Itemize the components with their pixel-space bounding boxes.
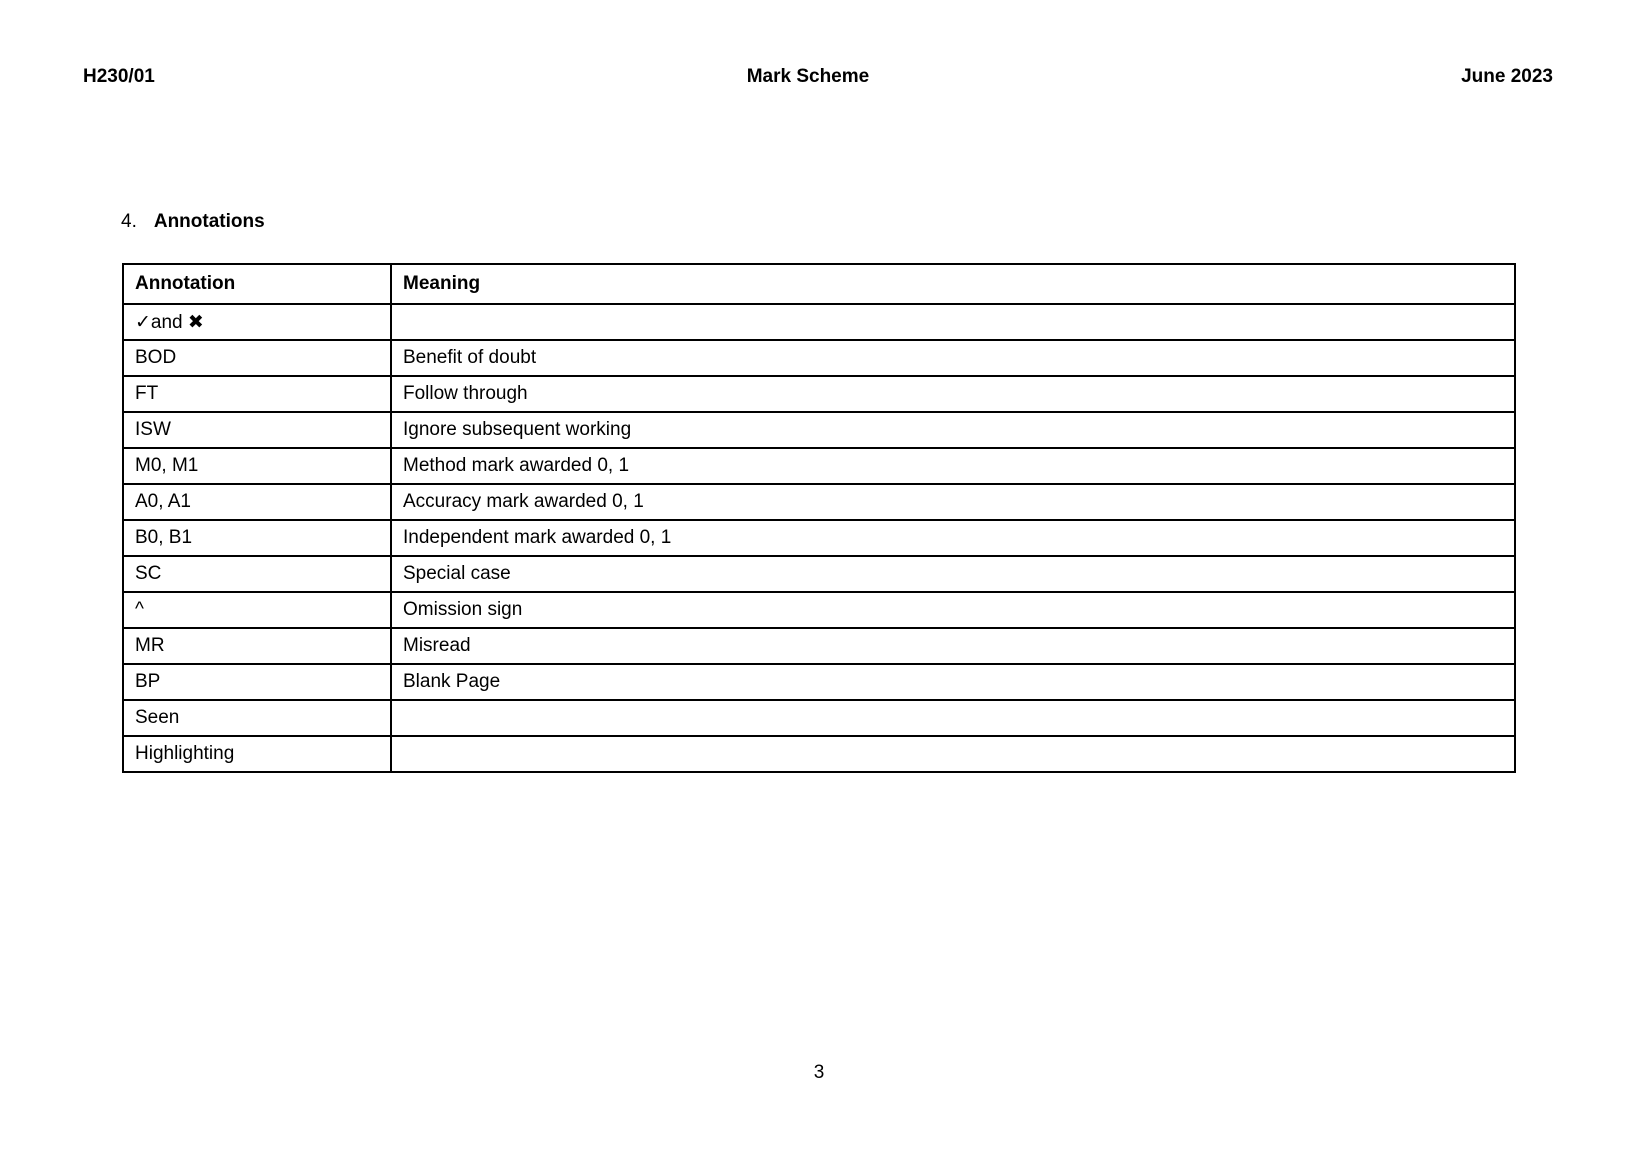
annotation-cell: Highlighting bbox=[123, 736, 391, 772]
annotation-cell: ✓and ✖ bbox=[123, 304, 391, 340]
table-row bbox=[123, 376, 1515, 412]
annotation-cell: ISW bbox=[123, 412, 391, 448]
table-row bbox=[123, 484, 1515, 520]
section-number: 4. bbox=[121, 211, 137, 232]
meaning-cell: Ignore subsequent working bbox=[391, 412, 1515, 448]
table-row bbox=[123, 340, 1515, 376]
annotations-table bbox=[122, 263, 1516, 773]
meaning-cell: Omission sign bbox=[391, 592, 1515, 628]
table-row bbox=[123, 556, 1515, 592]
section-title: Annotations bbox=[153, 211, 265, 232]
annotation-cell: B0, B1 bbox=[123, 520, 391, 556]
table-row bbox=[123, 412, 1515, 448]
header-session-date: June 2023 bbox=[1461, 66, 1553, 87]
table-row bbox=[123, 664, 1515, 700]
meaning-cell: Independent mark awarded 0, 1 bbox=[391, 520, 1515, 556]
annotation-cell: FT bbox=[123, 376, 391, 412]
annotation-cell: BOD bbox=[123, 340, 391, 376]
meaning-cell: Accuracy mark awarded 0, 1 bbox=[391, 484, 1515, 520]
table-row bbox=[123, 736, 1515, 772]
table-row bbox=[123, 592, 1515, 628]
table-row bbox=[123, 700, 1515, 736]
meaning-cell bbox=[391, 700, 1515, 736]
meaning-cell: Special case bbox=[391, 556, 1515, 592]
table-row bbox=[123, 448, 1515, 484]
meaning-cell: Benefit of doubt bbox=[391, 340, 1515, 376]
column-header-meaning: Meaning bbox=[391, 264, 1515, 304]
meaning-cell: Method mark awarded 0, 1 bbox=[391, 448, 1515, 484]
table-row bbox=[123, 628, 1515, 664]
header-document-title: Mark Scheme bbox=[746, 66, 870, 87]
table-row bbox=[123, 304, 1515, 340]
table-body bbox=[123, 304, 1515, 772]
annotation-cell: M0, M1 bbox=[123, 448, 391, 484]
page-footer bbox=[0, 1061, 1638, 1084]
table-row bbox=[123, 520, 1515, 556]
meaning-cell: Follow through bbox=[391, 376, 1515, 412]
header-document-code: H230/01 bbox=[83, 66, 155, 87]
page-header bbox=[83, 66, 1553, 88]
meaning-cell bbox=[391, 736, 1515, 772]
page-number: 3 bbox=[813, 1062, 825, 1083]
column-header-annotation: Annotation bbox=[123, 264, 391, 304]
meaning-cell: Blank Page bbox=[391, 664, 1515, 700]
table-header-row bbox=[123, 264, 1515, 304]
annotation-cell: A0, A1 bbox=[123, 484, 391, 520]
annotation-cell: ^ bbox=[123, 592, 391, 628]
annotation-cell: MR bbox=[123, 628, 391, 664]
meaning-cell: Misread bbox=[391, 628, 1515, 664]
annotation-cell: Seen bbox=[123, 700, 391, 736]
section-heading bbox=[121, 210, 265, 233]
annotation-cell: BP bbox=[123, 664, 391, 700]
meaning-cell bbox=[391, 304, 1515, 340]
annotation-cell: SC bbox=[123, 556, 391, 592]
